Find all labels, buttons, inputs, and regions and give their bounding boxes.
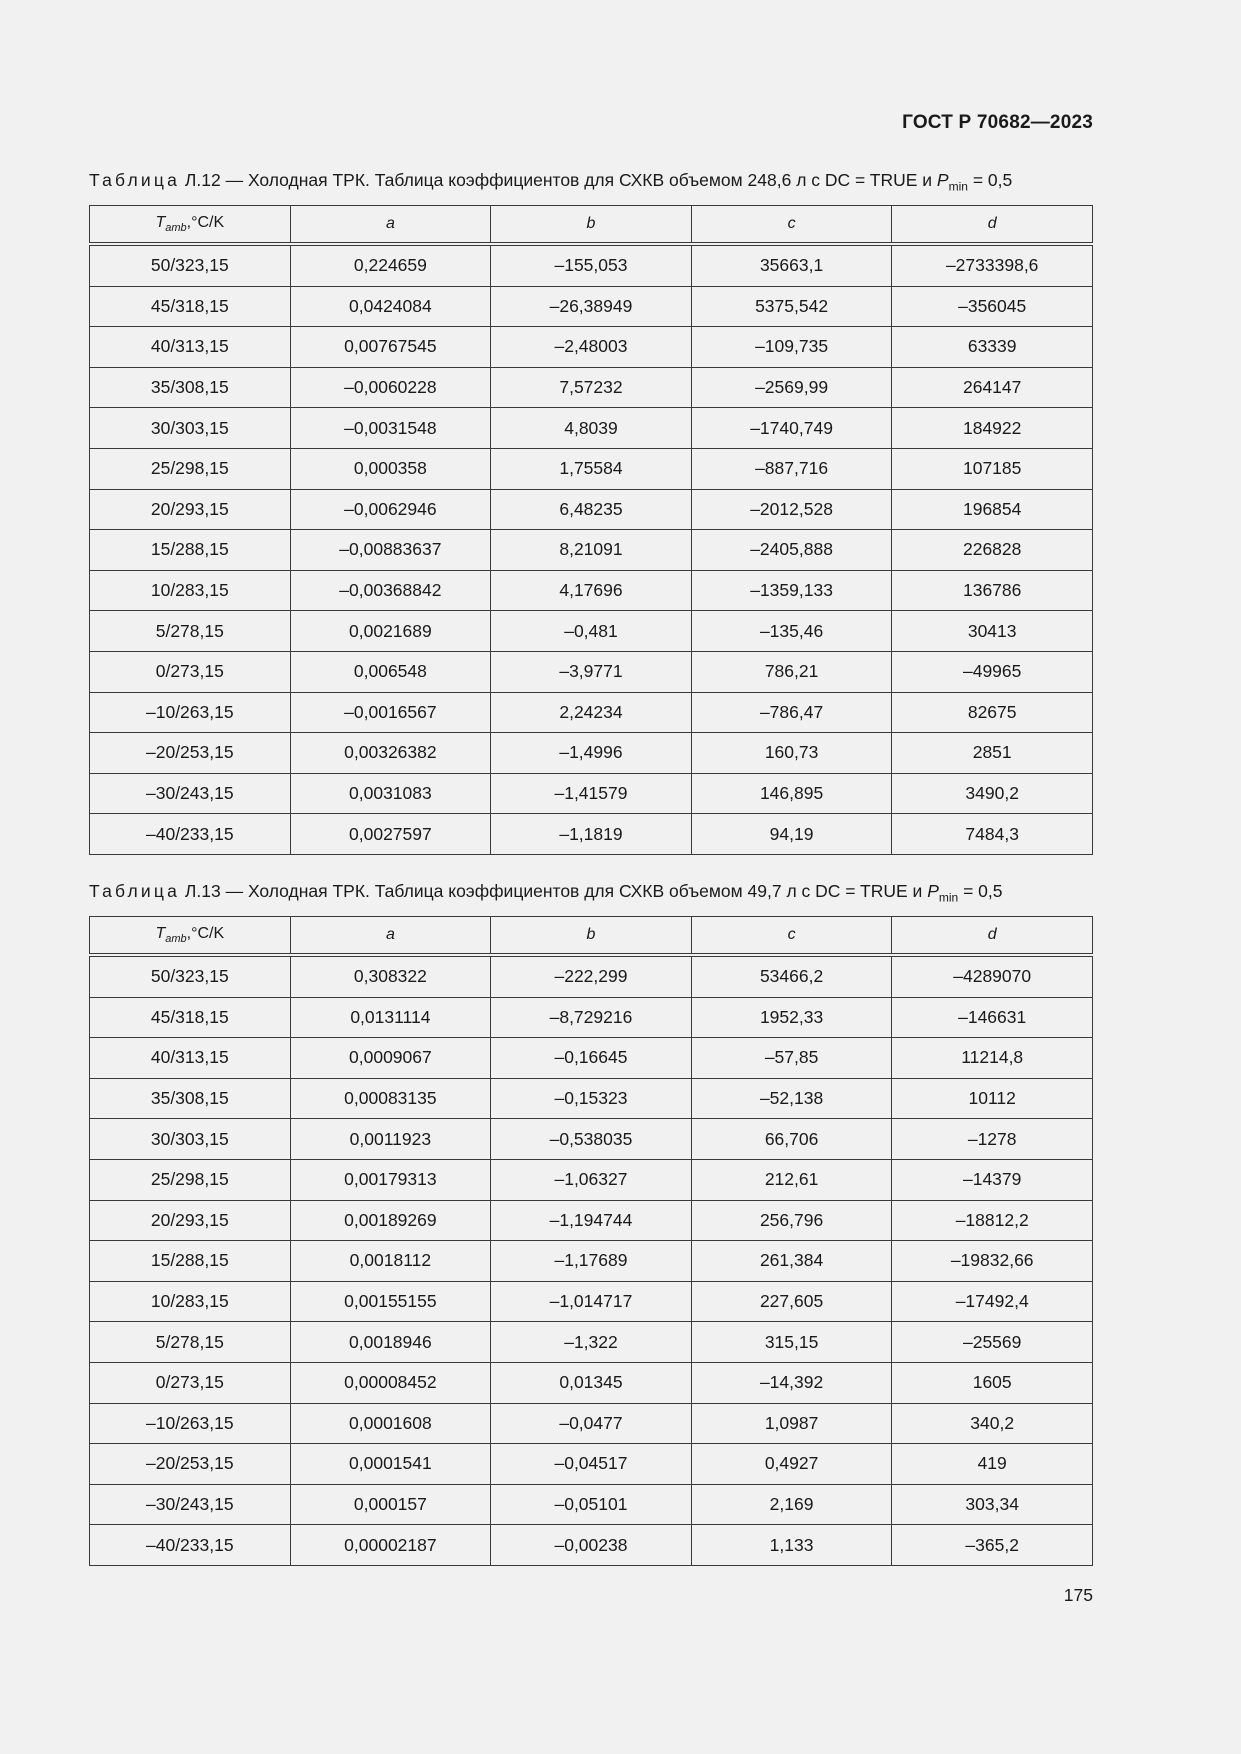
- table-cell: 66,706: [691, 1119, 892, 1160]
- table-cell: 0,00189269: [290, 1200, 491, 1241]
- table-cell: –0,0031548: [290, 408, 491, 449]
- table-cell: 340,2: [892, 1403, 1093, 1444]
- table-cell: –1,41579: [491, 773, 692, 814]
- table-row: [90, 611, 1093, 652]
- table-row: [90, 1159, 1093, 1200]
- table-cell: –0,0060228: [290, 367, 491, 408]
- table12-header-b: b: [491, 206, 692, 245]
- table-cell: –2733398,6: [892, 244, 1093, 286]
- table-cell: 15/288,15: [90, 1241, 291, 1282]
- table-cell: 50/323,15: [90, 955, 291, 997]
- table-cell: –52,138: [691, 1078, 892, 1119]
- table-cell: 30413: [892, 611, 1093, 652]
- table-row: [90, 1241, 1093, 1282]
- table-cell: 0,00179313: [290, 1159, 491, 1200]
- table-cell: 5375,542: [691, 286, 892, 327]
- table-cell: 261,384: [691, 1241, 892, 1282]
- table-cell: 0,0011923: [290, 1119, 491, 1160]
- table13-header-a: a: [290, 917, 491, 956]
- table-cell: 3490,2: [892, 773, 1093, 814]
- table12-caption-word: Таблица: [89, 170, 181, 190]
- table-cell: 146,895: [691, 773, 892, 814]
- table-cell: 50/323,15: [90, 244, 291, 286]
- table-cell: –2405,888: [691, 530, 892, 571]
- table-cell: 107185: [892, 448, 1093, 489]
- table-row: [90, 286, 1093, 327]
- table-cell: 212,61: [691, 1159, 892, 1200]
- table-cell: 45/318,15: [90, 997, 291, 1038]
- table-cell: 0,000358: [290, 448, 491, 489]
- table13-header-b: b: [491, 917, 692, 956]
- table-cell: 303,34: [892, 1484, 1093, 1525]
- table13-caption: [89, 881, 1003, 905]
- table-cell: –0,0062946: [290, 489, 491, 530]
- table12-header-d: d: [892, 206, 1093, 245]
- table-cell: –3,9771: [491, 651, 692, 692]
- table-cell: –0,00238: [491, 1525, 692, 1566]
- table-cell: –2012,528: [691, 489, 892, 530]
- table-cell: 0,00083135: [290, 1078, 491, 1119]
- table12-caption-p-sub: min: [948, 179, 968, 194]
- table-cell: 15/288,15: [90, 530, 291, 571]
- table-row: [90, 814, 1093, 855]
- table-cell: –0,05101: [491, 1484, 692, 1525]
- table-cell: 11214,8: [892, 1038, 1093, 1079]
- table-cell: 0,0018112: [290, 1241, 491, 1282]
- table-cell: –40/233,15: [90, 814, 291, 855]
- table-row: [90, 244, 1093, 286]
- table-cell: –2,48003: [491, 327, 692, 368]
- table-cell: 20/293,15: [90, 1200, 291, 1241]
- table-cell: 63339: [892, 327, 1093, 368]
- table-cell: 0,00326382: [290, 733, 491, 774]
- table-row: [90, 1038, 1093, 1079]
- table-row: [90, 651, 1093, 692]
- table-cell: –1,06327: [491, 1159, 692, 1200]
- table-row: [90, 692, 1093, 733]
- table-cell: –222,299: [491, 955, 692, 997]
- table12-caption-text: Л.12 — Холодная ТРК. Таблица коэффициентов для СХКВ объемом 248,6 л с DC = TRUE и: [184, 170, 937, 190]
- table-cell: 0,308322: [290, 955, 491, 997]
- table-cell: –49965: [892, 651, 1093, 692]
- table-cell: 40/313,15: [90, 327, 291, 368]
- table13-caption-p: P: [927, 881, 939, 901]
- table-cell: –0,16645: [491, 1038, 692, 1079]
- table-cell: –786,47: [691, 692, 892, 733]
- table12-header-row: [90, 206, 1093, 245]
- table-cell: –365,2: [892, 1525, 1093, 1566]
- table-cell: 1952,33: [691, 997, 892, 1038]
- table-row: [90, 1444, 1093, 1485]
- table-cell: 1,133: [691, 1525, 892, 1566]
- table-cell: 0,00767545: [290, 327, 491, 368]
- table-row: [90, 1119, 1093, 1160]
- table-row: [90, 1078, 1093, 1119]
- table-cell: –1,4996: [491, 733, 692, 774]
- table-cell: 5/278,15: [90, 1322, 291, 1363]
- table-cell: 0,0018946: [290, 1322, 491, 1363]
- table-row: [90, 1362, 1093, 1403]
- table-cell: 0,0001541: [290, 1444, 491, 1485]
- table-cell: –14,392: [691, 1362, 892, 1403]
- table-cell: 786,21: [691, 651, 892, 692]
- table-cell: –18812,2: [892, 1200, 1093, 1241]
- table-row: [90, 408, 1093, 449]
- table13-caption-tail: = 0,5: [958, 881, 1003, 901]
- table-cell: –26,38949: [491, 286, 692, 327]
- table-cell: 6,48235: [491, 489, 692, 530]
- table12-header-c: c: [691, 206, 892, 245]
- table-cell: –10/263,15: [90, 692, 291, 733]
- table-cell: –0,0016567: [290, 692, 491, 733]
- table-cell: 8,21091: [491, 530, 692, 571]
- table12-header-a: a: [290, 206, 491, 245]
- table-cell: 0,224659: [290, 244, 491, 286]
- table-cell: 0,0027597: [290, 814, 491, 855]
- table12-caption-p: P: [936, 170, 949, 190]
- table-row: [90, 1322, 1093, 1363]
- table-cell: 35/308,15: [90, 367, 291, 408]
- table13-header-c: c: [691, 917, 892, 956]
- table-row: [90, 733, 1093, 774]
- table-cell: –356045: [892, 286, 1093, 327]
- table-cell: –30/243,15: [90, 773, 291, 814]
- table-cell: 0,0031083: [290, 773, 491, 814]
- table-cell: –1,194744: [491, 1200, 692, 1241]
- table-cell: 10/283,15: [90, 1281, 291, 1322]
- table-cell: 94,19: [691, 814, 892, 855]
- table-row: [90, 448, 1093, 489]
- table13: [89, 916, 1093, 1566]
- page-number: 175: [1063, 1585, 1093, 1605]
- table-cell: 2,169: [691, 1484, 892, 1525]
- table-row: [90, 489, 1093, 530]
- table-cell: 1605: [892, 1362, 1093, 1403]
- table12: [89, 205, 1093, 855]
- table-cell: –25569: [892, 1322, 1093, 1363]
- table-row: [90, 997, 1093, 1038]
- table-cell: 0,0131114: [290, 997, 491, 1038]
- table-cell: –20/253,15: [90, 1444, 291, 1485]
- table-cell: 0,0424084: [290, 286, 491, 327]
- table-cell: 0,0009067: [290, 1038, 491, 1079]
- table-cell: –0,15323: [491, 1078, 692, 1119]
- table-cell: 35/308,15: [90, 1078, 291, 1119]
- table-cell: 0,01345: [491, 1362, 692, 1403]
- table-cell: 0,00002187: [290, 1525, 491, 1566]
- table-cell: 40/313,15: [90, 1038, 291, 1079]
- table-cell: 1,0987: [691, 1403, 892, 1444]
- table-cell: 82675: [892, 692, 1093, 733]
- table-cell: –109,735: [691, 327, 892, 368]
- table-cell: 0,00155155: [290, 1281, 491, 1322]
- table-cell: –2569,99: [691, 367, 892, 408]
- table13-caption-text: Л.13 — Холодная ТРК. Таблица коэффициентов для СХКВ объемом 49,7 л с DC = TRUE и: [184, 881, 928, 901]
- table-cell: 10/283,15: [90, 570, 291, 611]
- table-cell: 53466,2: [691, 955, 892, 997]
- table13-caption-word: Таблица: [89, 881, 181, 901]
- table13-body: [90, 955, 1093, 1565]
- table-cell: 256,796: [691, 1200, 892, 1241]
- table-row: [90, 1403, 1093, 1444]
- table-cell: 184922: [892, 408, 1093, 449]
- table-cell: 0,4927: [691, 1444, 892, 1485]
- table-cell: 226828: [892, 530, 1093, 571]
- table-cell: 2,24234: [491, 692, 692, 733]
- table-row: [90, 570, 1093, 611]
- table-cell: 35663,1: [691, 244, 892, 286]
- table12-caption-tail: = 0,5: [967, 170, 1013, 190]
- table-cell: –20/253,15: [90, 733, 291, 774]
- table-cell: –1,014717: [491, 1281, 692, 1322]
- table-cell: 227,605: [691, 1281, 892, 1322]
- table-cell: –8,729216: [491, 997, 692, 1038]
- table-cell: –0,0477: [491, 1403, 692, 1444]
- table12-caption: [89, 170, 1012, 194]
- table-row: [90, 955, 1093, 997]
- table-cell: 0,000157: [290, 1484, 491, 1525]
- table13-header-tamb: $T_{amb},^\circ C/K$: [90, 917, 291, 956]
- table-cell: –0,00883637: [290, 530, 491, 571]
- table13-header-row: [90, 917, 1093, 956]
- table13-header-d: d: [892, 917, 1093, 956]
- table-row: [90, 1525, 1093, 1566]
- table12-header-tamb: $T_{amb},^\circ C/K$: [90, 206, 291, 245]
- table-cell: 5/278,15: [90, 611, 291, 652]
- table-cell: 0,0021689: [290, 611, 491, 652]
- table-cell: 0/273,15: [90, 651, 291, 692]
- table-cell: –146631: [892, 997, 1093, 1038]
- document-code: ГОСТ Р 70682—2023: [902, 112, 1093, 133]
- table-cell: 196854: [892, 489, 1093, 530]
- table-cell: 136786: [892, 570, 1093, 611]
- table-cell: 7484,3: [892, 814, 1093, 855]
- table-cell: 160,73: [691, 733, 892, 774]
- table-cell: –1,322: [491, 1322, 692, 1363]
- table-row: [90, 773, 1093, 814]
- table-cell: –4289070: [892, 955, 1093, 997]
- table-cell: –135,46: [691, 611, 892, 652]
- table-row: [90, 530, 1093, 571]
- table-cell: –14379: [892, 1159, 1093, 1200]
- table-cell: 2851: [892, 733, 1093, 774]
- table-cell: 0/273,15: [90, 1362, 291, 1403]
- table-cell: –0,04517: [491, 1444, 692, 1485]
- table-row: [90, 1484, 1093, 1525]
- table-cell: –40/233,15: [90, 1525, 291, 1566]
- table-cell: 1,75584: [491, 448, 692, 489]
- table-cell: –1278: [892, 1119, 1093, 1160]
- table-cell: 25/298,15: [90, 448, 291, 489]
- table-cell: 315,15: [691, 1322, 892, 1363]
- table-cell: 30/303,15: [90, 408, 291, 449]
- table-cell: 25/298,15: [90, 1159, 291, 1200]
- table-cell: –19832,66: [892, 1241, 1093, 1282]
- table-cell: 10112: [892, 1078, 1093, 1119]
- table-cell: –1,17689: [491, 1241, 692, 1282]
- table-row: [90, 1200, 1093, 1241]
- table-cell: –17492,4: [892, 1281, 1093, 1322]
- table-cell: –30/243,15: [90, 1484, 291, 1525]
- table-cell: 4,17696: [491, 570, 692, 611]
- table-cell: 30/303,15: [90, 1119, 291, 1160]
- table-row: [90, 367, 1093, 408]
- table13-caption-p-sub: min: [938, 890, 959, 905]
- table-cell: –0,481: [491, 611, 692, 652]
- table-cell: 4,8039: [491, 408, 692, 449]
- table-cell: 419: [892, 1444, 1093, 1485]
- table-row: [90, 1281, 1093, 1322]
- table-cell: –10/263,15: [90, 1403, 291, 1444]
- table-cell: –1359,133: [691, 570, 892, 611]
- table-cell: 45/318,15: [90, 286, 291, 327]
- table-cell: 20/293,15: [90, 489, 291, 530]
- table-cell: 0,0001608: [290, 1403, 491, 1444]
- table-cell: –0,00368842: [290, 570, 491, 611]
- table-row: [90, 327, 1093, 368]
- table-cell: –0,538035: [491, 1119, 692, 1160]
- table12-body: [90, 244, 1093, 854]
- table-cell: 0,006548: [290, 651, 491, 692]
- table-cell: –1,1819: [491, 814, 692, 855]
- table-cell: –1740,749: [691, 408, 892, 449]
- table-cell: 7,57232: [491, 367, 692, 408]
- table-cell: 0,00008452: [290, 1362, 491, 1403]
- table-cell: 264147: [892, 367, 1093, 408]
- table-cell: –155,053: [491, 244, 692, 286]
- table-cell: –57,85: [691, 1038, 892, 1079]
- table-cell: –887,716: [691, 448, 892, 489]
